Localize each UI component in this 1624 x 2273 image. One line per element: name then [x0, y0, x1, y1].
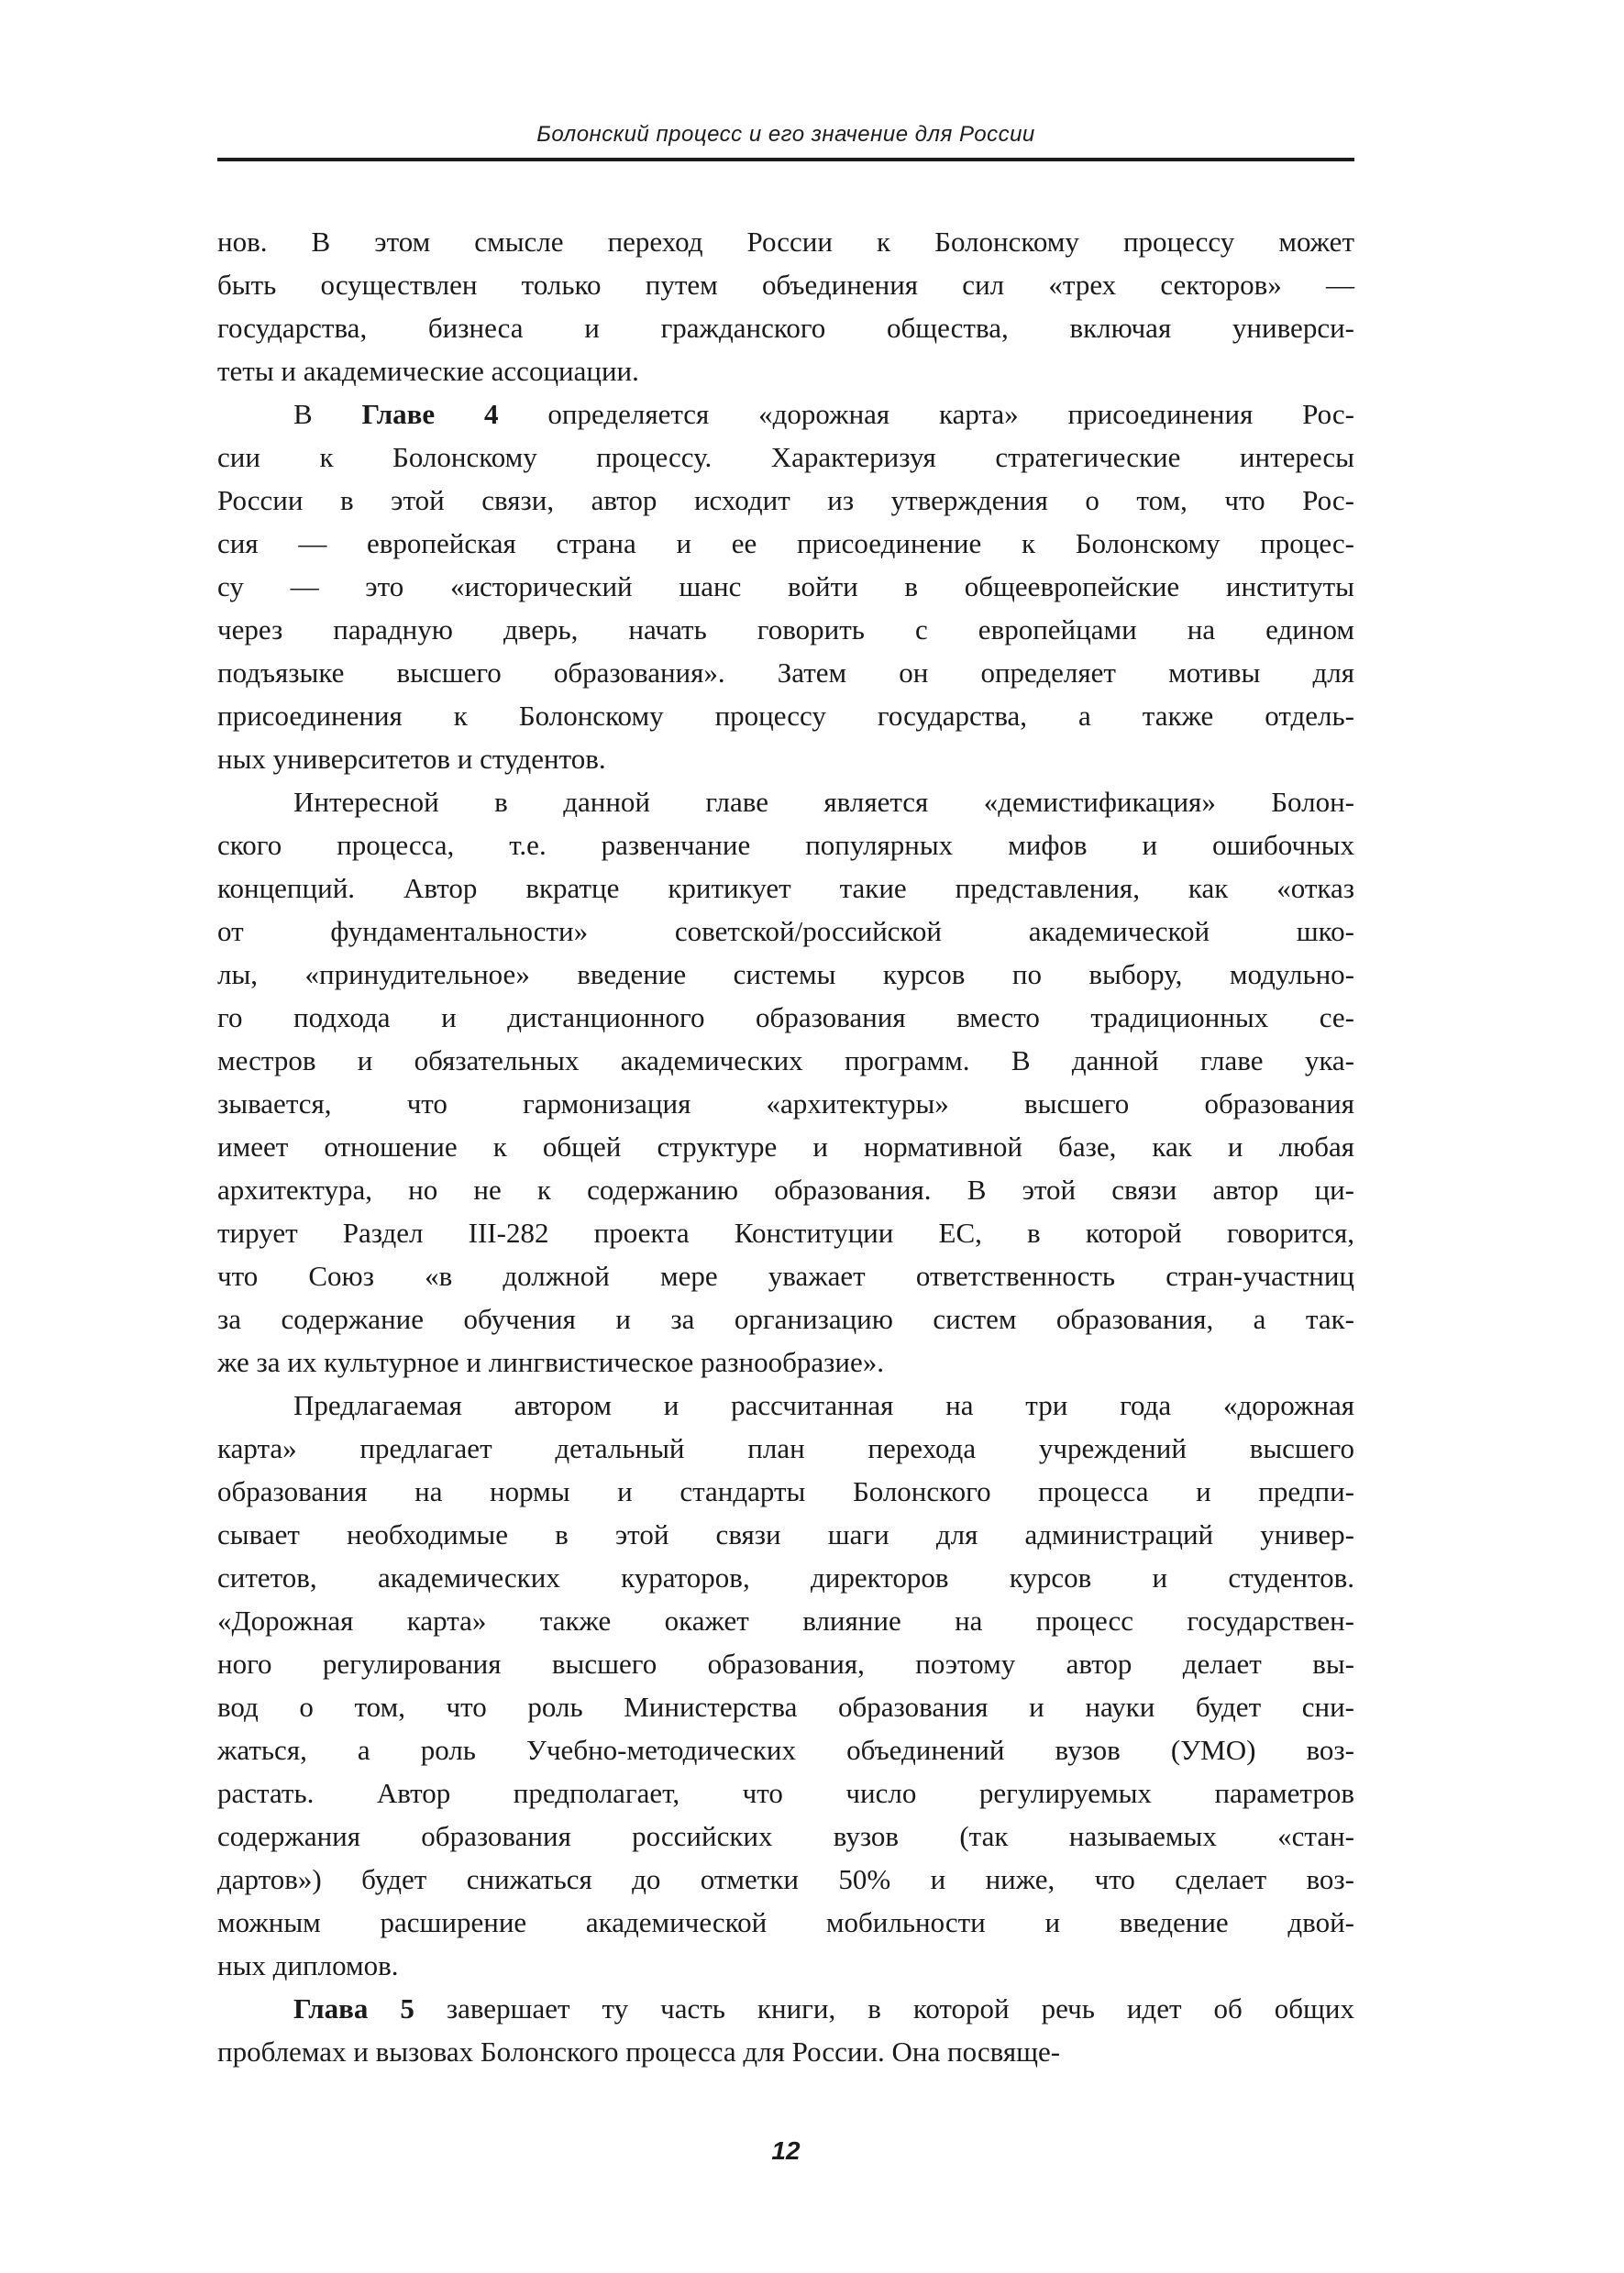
text-line: от фундаментальности» советской/российской академической шко-: [217, 915, 1354, 947]
text-line: архитектура, но не к содержанию образования. В этой связи автор ци-: [217, 1174, 1354, 1206]
text-line: ного регулирования высшего образования, поэтому автор делает вы-: [217, 1648, 1354, 1680]
text-line: Интересной в данной главе является «демистификация» Болон-: [293, 786, 1354, 818]
text-line: вод о том, что роль Министерства образования и науки будет сни-: [217, 1691, 1354, 1723]
text-line: сии к Болонскому процессу. Характеризуя стратегические интересы: [217, 441, 1354, 473]
text-line: ского процесса, т.е. развенчание популярных мифов и ошибочных: [217, 829, 1354, 861]
text-line: тирует Раздел III-282 проекта Конституции ЕС, в которой говорится,: [217, 1217, 1354, 1249]
text-line: Предлагаемая автором и рассчитанная на три года «дорожная: [293, 1389, 1354, 1421]
text-line: ных университетов и студентов.: [217, 743, 606, 775]
text-line: су — это «исторический шанс войти в общеевропейские институты: [217, 570, 1354, 602]
text-line: концепций. Автор вкратце критикует такие представления, как «отказ: [217, 872, 1354, 904]
paragraph: [217, 1384, 1354, 1987]
text-line: что Союз «в должной мере уважает ответственность стран-участниц: [217, 1260, 1354, 1292]
text-line: же за их культурное и лингвистическое разнообразие».: [217, 1346, 884, 1378]
text-line: карта» предлагает детальный план перехода учреждений высшего: [217, 1432, 1354, 1464]
text-line: России в этой связи, автор исходит из утверждения о том, что Рос-: [217, 484, 1354, 516]
header-rule: [217, 158, 1354, 161]
text-line: проблемах и вызовах Болонского процесса для России. Она посвяще-: [217, 2036, 1061, 2068]
text-line: сия — европейская страна и ее присоединение к Болонскому процес-: [217, 527, 1354, 559]
text-line: подъязыке высшего образования». Затем он определяет мотивы для: [217, 657, 1354, 689]
text-line: через парадную дверь, начать говорить с европейцами на едином: [217, 613, 1354, 645]
paragraph: [217, 220, 1354, 392]
text-line: растать. Автор предполагает, что число регулируемых параметров: [217, 1777, 1354, 1809]
text-line: нов. В этом смысле переход России к Болонскому процессу может: [217, 226, 1354, 258]
text-line: теты и академические ассоциации.: [217, 355, 639, 387]
text-line: содержания образования российских вузов (так называемых «стан-: [217, 1820, 1354, 1852]
paragraph: [217, 1987, 1354, 2073]
text-line: быть осуществлен только путем объединения сил «трех секторов» —: [217, 269, 1354, 301]
running-head: Болонский процесс и его значение для России: [536, 122, 1035, 147]
text-line: присоединения к Болонскому процессу государства, а также отдель-: [217, 700, 1354, 732]
text-line: Глава 5 завершает ту часть книги, в которой речь идет об общих: [293, 1992, 1354, 2025]
text-line: сывает необходимые в этой связи шаги для администраций универ-: [217, 1518, 1354, 1550]
text-line: имеет отношение к общей структуре и нормативной базе, как и любая: [217, 1131, 1354, 1163]
text-line: В Главе 4 определяется «дорожная карта» присоединения Рос-: [293, 398, 1355, 430]
text-line: можным расширение академической мобильности и введение двой-: [217, 1906, 1354, 1938]
text-line: образования на нормы и стандарты Болонского процесса и предпи-: [217, 1475, 1354, 1507]
text-line: дартов») будет снижаться до отметки 50% и ниже, что сделает воз-: [217, 1863, 1354, 1895]
text-line: «Дорожная карта» также окажет влияние на процесс государствен-: [217, 1605, 1354, 1637]
text-line: го подхода и дистанционного образования вместо традиционных се-: [217, 1001, 1354, 1033]
text-line: лы, «принудительное» введение системы курсов по выбору, модульно-: [217, 958, 1354, 990]
page-body: [217, 220, 1354, 2073]
text-line: государства, бизнеса и гражданского общества, включая универси-: [217, 312, 1354, 344]
text-line: местров и обязательных академических программ. В данной главе ука-: [217, 1044, 1354, 1076]
text-column: [217, 0, 1354, 2273]
paragraph: [217, 392, 1354, 780]
page-number: 12: [771, 2136, 801, 2165]
text-line: ситетов, академических кураторов, директоров курсов и студентов.: [217, 1561, 1354, 1594]
text-line: за содержание обучения и за организацию систем образования, а так-: [217, 1303, 1354, 1335]
text-line: ных дипломов.: [217, 1949, 399, 1981]
text-line: жаться, а роль Учебно-методических объединений вузов (УМО) воз-: [217, 1734, 1354, 1766]
paragraph: [217, 780, 1354, 1384]
text-line: зывается, что гармонизация «архитектуры» высшего образования: [217, 1087, 1354, 1120]
